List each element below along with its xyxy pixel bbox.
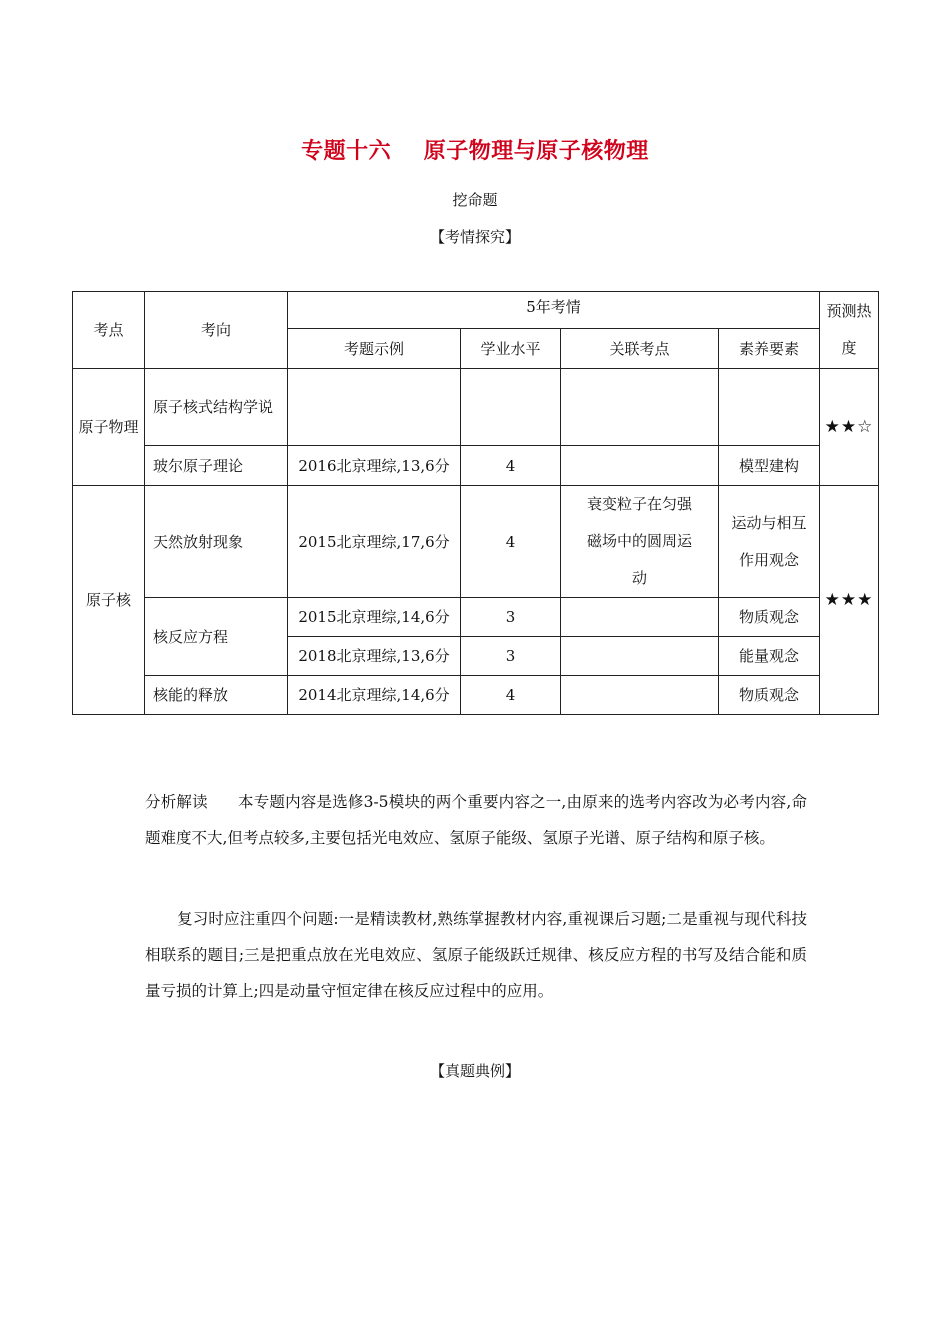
- page-title: 专题十六 原子物理与原子核物理: [301, 139, 649, 164]
- cell-empty: [561, 369, 719, 446]
- level-cell: 4: [461, 486, 561, 598]
- header-literacy: 素养要素: [719, 329, 820, 369]
- topic-bohr: 玻尔原子理论: [145, 446, 288, 486]
- review-text: 复习时应注重四个问题:一是精读教材,熟练掌握教材内容,重视课后习题;二是重视与现代科技相联系的题目;三是把重点放在光电效应、氢原子能级跃迁规律、核反应方程的书写及结合能和质量亏损的计算上;四是动量守恒定律在核反应过程中的应用。: [145, 910, 807, 1000]
- category-nucleus: 原子核: [73, 486, 145, 715]
- literacy-cell: 物质观念: [719, 676, 820, 715]
- header-kaodian: 考点: [73, 292, 145, 369]
- level-cell: 3: [461, 598, 561, 637]
- review-paragraph: [145, 901, 807, 1009]
- exam-table: [72, 291, 879, 715]
- section-heading-examples: 【真题典例】: [429, 1062, 520, 1080]
- topic-radioactivity: 天然放射现象: [145, 486, 288, 598]
- analysis-label: 分析解读: [145, 793, 208, 811]
- topic-nuclear-equation: 核反应方程: [145, 598, 288, 676]
- heat-stars-nucleus: ★★★: [820, 486, 879, 715]
- header-related: 关联考点: [561, 329, 719, 369]
- category-atom: 原子物理: [73, 369, 145, 486]
- heat-stars-atom: ★★☆: [820, 369, 879, 486]
- level-cell: 4: [461, 446, 561, 486]
- cell-empty: [461, 369, 561, 446]
- cell-empty: [288, 369, 461, 446]
- cell-empty: [561, 676, 719, 715]
- cell-empty: [561, 598, 719, 637]
- analysis-text: 本专题内容是选修3-5模块的两个重要内容之一,由原来的选考内容改为必考内容,命题难度不大,但考点较多,主要包括光电效应、氢原子能级、氢原子光谱、原子结构和原子核。: [145, 793, 807, 847]
- cell-empty: [561, 446, 719, 486]
- header-five-year: 5年考情: [288, 292, 820, 329]
- header-kaoxiang: 考向: [145, 292, 288, 369]
- topic-nuclear-structure: 原子核式结构学说: [145, 369, 288, 446]
- literacy-cell: 运动与相互作用观念: [719, 486, 820, 598]
- section-heading-exam: 【考情探究】: [429, 228, 520, 246]
- header-level: 学业水平: [461, 329, 561, 369]
- example-cell: 2018北京理综,13,6分: [288, 637, 461, 676]
- literacy-cell: 模型建构: [719, 446, 820, 486]
- level-cell: 4: [461, 676, 561, 715]
- example-cell: 2014北京理综,14,6分: [288, 676, 461, 715]
- example-cell: 2016北京理综,13,6分: [288, 446, 461, 486]
- cell-empty: [561, 637, 719, 676]
- cell-empty: [719, 369, 820, 446]
- literacy-cell: 能量观念: [719, 637, 820, 676]
- header-heat: 预测热度: [820, 292, 879, 369]
- header-example: 考题示例: [288, 329, 461, 369]
- example-cell: 2015北京理综,14,6分: [288, 598, 461, 637]
- related-cell: 衰变粒子在匀强磁场中的圆周运动: [561, 486, 719, 598]
- level-cell: 3: [461, 637, 561, 676]
- literacy-cell: 物质观念: [719, 598, 820, 637]
- analysis-paragraph: [145, 784, 807, 856]
- page-subtitle: 挖命题: [452, 191, 498, 209]
- example-cell: 2015北京理综,17,6分: [288, 486, 461, 598]
- topic-nuclear-energy: 核能的释放: [145, 676, 288, 715]
